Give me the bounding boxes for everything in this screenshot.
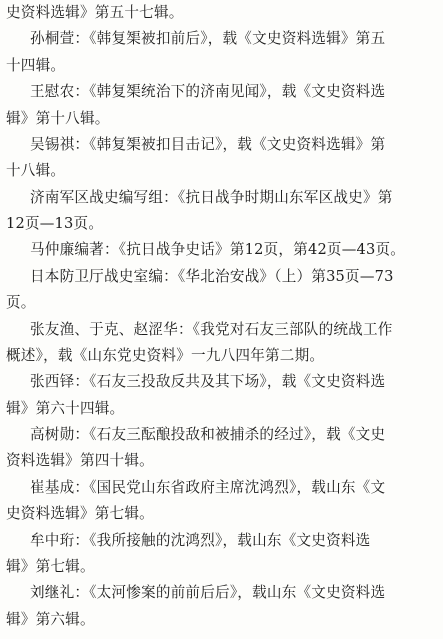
text-line: 日本防卫厅战史室编：《华北治安战》（上）第35页—73 bbox=[30, 267, 394, 285]
text-line: 页。 bbox=[6, 294, 36, 312]
text-line: 张西铎：《石友三投敌反共及其下场》，载《文史资料选 bbox=[30, 373, 386, 391]
text-line: 孙桐萱：《韩复榘被扣前后》，载《文史资料选辑》第五 bbox=[30, 30, 386, 48]
text-line: 辑》第六辑。 bbox=[6, 610, 95, 628]
text-line: 辑》第七辑。 bbox=[6, 557, 95, 575]
text-line: 张友渔、于克、赵涩华：《我党对石友三部队的统战工作 bbox=[30, 320, 393, 338]
text-line: 史资料选辑》第七辑。 bbox=[6, 505, 154, 523]
text-line: 马仲廉编著：《抗日战争史话》第12页，第42页—43页。 bbox=[30, 241, 406, 259]
text-line: 十四辑。 bbox=[6, 56, 66, 74]
text-line: 资料选辑》第四十辑。 bbox=[6, 452, 154, 470]
text-line: 刘继礼：《太河惨案的前前后后》，载山东《文史资料选 bbox=[30, 584, 386, 602]
text-line: 王慰农：《韩复榘统治下的济南见闻》，载《文史资料选 bbox=[30, 83, 386, 101]
text-line: 吴锡祺：《韩复榘被扣目击记》，载《文史资料选辑》第 bbox=[30, 135, 386, 153]
text-line: 高树勋：《石友三酝酿投敌和被捕杀的经过》，载《文史 bbox=[30, 426, 386, 443]
text-line: 十八辑。 bbox=[6, 162, 66, 180]
text-line: 崔基成：《国民党山东省政府主席沈鸿烈》，载山东《文 bbox=[30, 478, 386, 496]
text-line: 济南军区战史编写组：《抗日战争时期山东军区战史》第 bbox=[30, 188, 393, 206]
text-line: 辑》第六十四辑。 bbox=[6, 399, 125, 417]
text-line: 史资料选辑》第五十七辑。 bbox=[6, 4, 184, 21]
text-line: 概述》，载《山东党史资料》一九八四年第二期。 bbox=[6, 346, 325, 364]
text-line: 牟中珩：《我所接触的沈鸿烈》，载山东《文史资料选 bbox=[30, 531, 371, 549]
text-line: 12页—13页。 bbox=[6, 215, 104, 232]
text-line: 辑》第十八辑。 bbox=[6, 109, 110, 127]
